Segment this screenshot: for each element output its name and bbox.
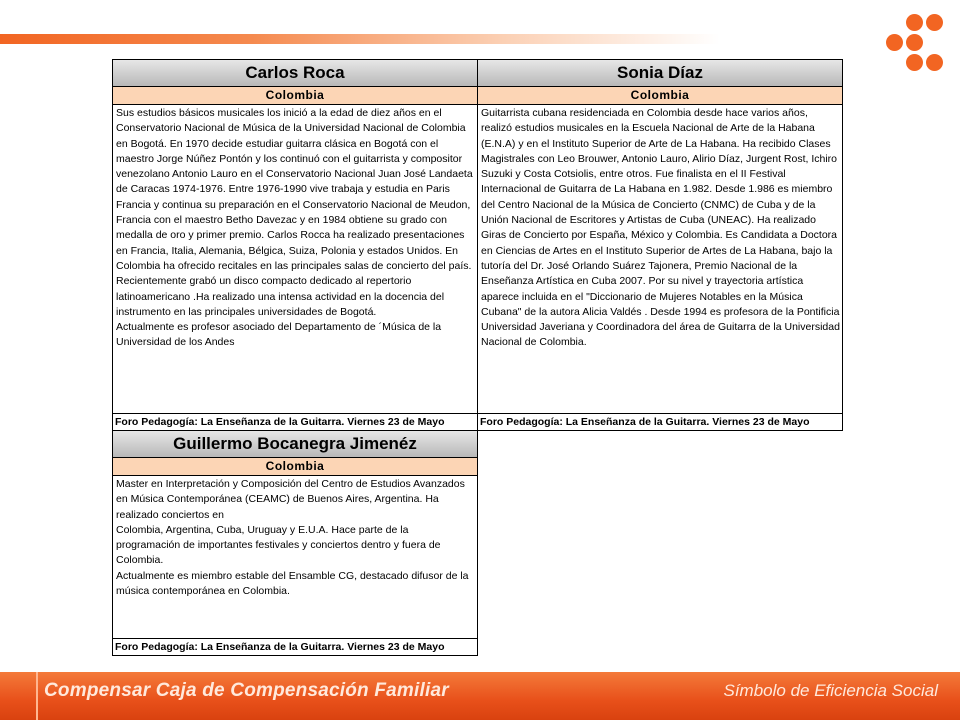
branding-footer-bar (0, 672, 960, 720)
organization-slogan: Símbolo de Eficiencia Social (723, 681, 938, 700)
profile-bio: Guitarrista cubana residenciada en Colombia desde hace varios años, realizó estudios musicales en la Escuela Nacional de Arte de la Habana (E.N.A) y en el Instituto Superior de Arte de La Habana. Ha recibido Clases Magistrales con Leo Brouwer, Antonio Lauro, Alirio Díaz, Jurgent Rost, Ichiro Suzuki y Costa Cotsiolis, entre otros. Fue finalista en el II Festival Internacional de Guitarra de La Habana en 1.982. Desde 1.986 es miembro del Centro Nacional de la Música de Concierto (CNMC) de Cuba y de la Unión Nacional de Escritores y Artistas de Cuba (UNEAC). Ha realizado Giras de Concierto por España, México y Colombia. Es Candidata a Doctora en Ciencias de Artes en el Instituto Superior de Artes de La Habana, bajo la tutoría del Dr. José Orlando Suárez Tajonera, Premio Nacional de la Enseñanza Artística en Cuba 2007. Por su nivel y trayectoria artística aparece incluida en el "Diccionario de Mujeres Notables en la Música Cubana" de la autora Alicia Valdés . Desde 1994 es profesora de la Pontificia Universidad Javeriana y Coordinadora del área de Guitarra de la Universidad Nacional de Colombia. (481, 107, 840, 349)
profile-bio: Master en Interpretación y Composición del Centro de Estudios Avanzados en Música Contemporánea (CEAMC) de Buenos Aires, Argentina. Ha realizado conciertos en Colombia, Argentina, Cuba, Uruguay y E.U.A. Hace parte de la programación de importantes festivales y conciertos dentro y fuera de Colombia. Actualmente es miembro estable del Ensamble CG, destacado difusor de la música contemporánea en Colombia. (116, 478, 469, 598)
profile-country: Colombia (113, 458, 477, 476)
profile-name: Guillermo Bocanegra Jimenéz (113, 431, 477, 458)
profile-bio: Sus estudios básicos musicales los inició a la edad de diez años en el Conservatorio Nacional de Música de la Universidad Nacional de Colombia en Bogotá. En 1970 decide estudiar guitarra clásica en Bogotá con el maestro Jorge Núñez Pontón y los continuó con el guitarrista y compositor venezolano Antonio Lauro en el Conservatorio Nacional Juan José Landaeta de Caracas 1974-1976. Entre 1976-1990 vive trabaja y estudia en Paris Francia y continua su preparación en el Conservatorio Nacional de Meudon, Francia con el maestro Betho Davezac y en 1984 obtiene su grado con medalla de oro y primer premio. Carlos Rocca ha realizado presentaciones en Francia, Italia, Alemania, Bélgica, Suiza, Polonia y estados Unidos. En Colombia ha ofrecido recitales en las principales salas de concierto del país. Recientemente grabó un disco compacto dedicado al repertorio latinoamericano .Ha realizado una intensa actividad en la docencia del instrumento en las principales universidades de Bogotá. Actualmente es profesor asociado del Departamento de ´Música de la Universidad de los Andes (116, 107, 473, 349)
footer-divider (36, 672, 38, 720)
profile-name: Carlos Roca (113, 60, 477, 87)
profile-card-sonia-diaz (477, 59, 843, 431)
organization-name: Compensar Caja de Compensación Familiar (44, 680, 449, 701)
profile-card-carlos-roca (112, 59, 478, 431)
profile-event-footer: Foro Pedagogía: La Enseñanza de la Guitarra. Viernes 23 de Mayo (113, 413, 477, 430)
profile-event-footer: Foro Pedagogía: La Enseñanza de la Guitarra. Viernes 23 de Mayo (478, 413, 842, 430)
profile-event-footer: Foro Pedagogía: La Enseñanza de la Guitarra. Viernes 23 de Mayo (113, 638, 477, 655)
profile-name: Sonia Díaz (478, 60, 842, 87)
profile-country: Colombia (478, 87, 842, 105)
profile-card-guillermo-bocanegra (112, 430, 478, 656)
top-accent-stripe (0, 34, 720, 44)
profile-country: Colombia (113, 87, 477, 105)
compensar-logo-icon (884, 14, 944, 72)
